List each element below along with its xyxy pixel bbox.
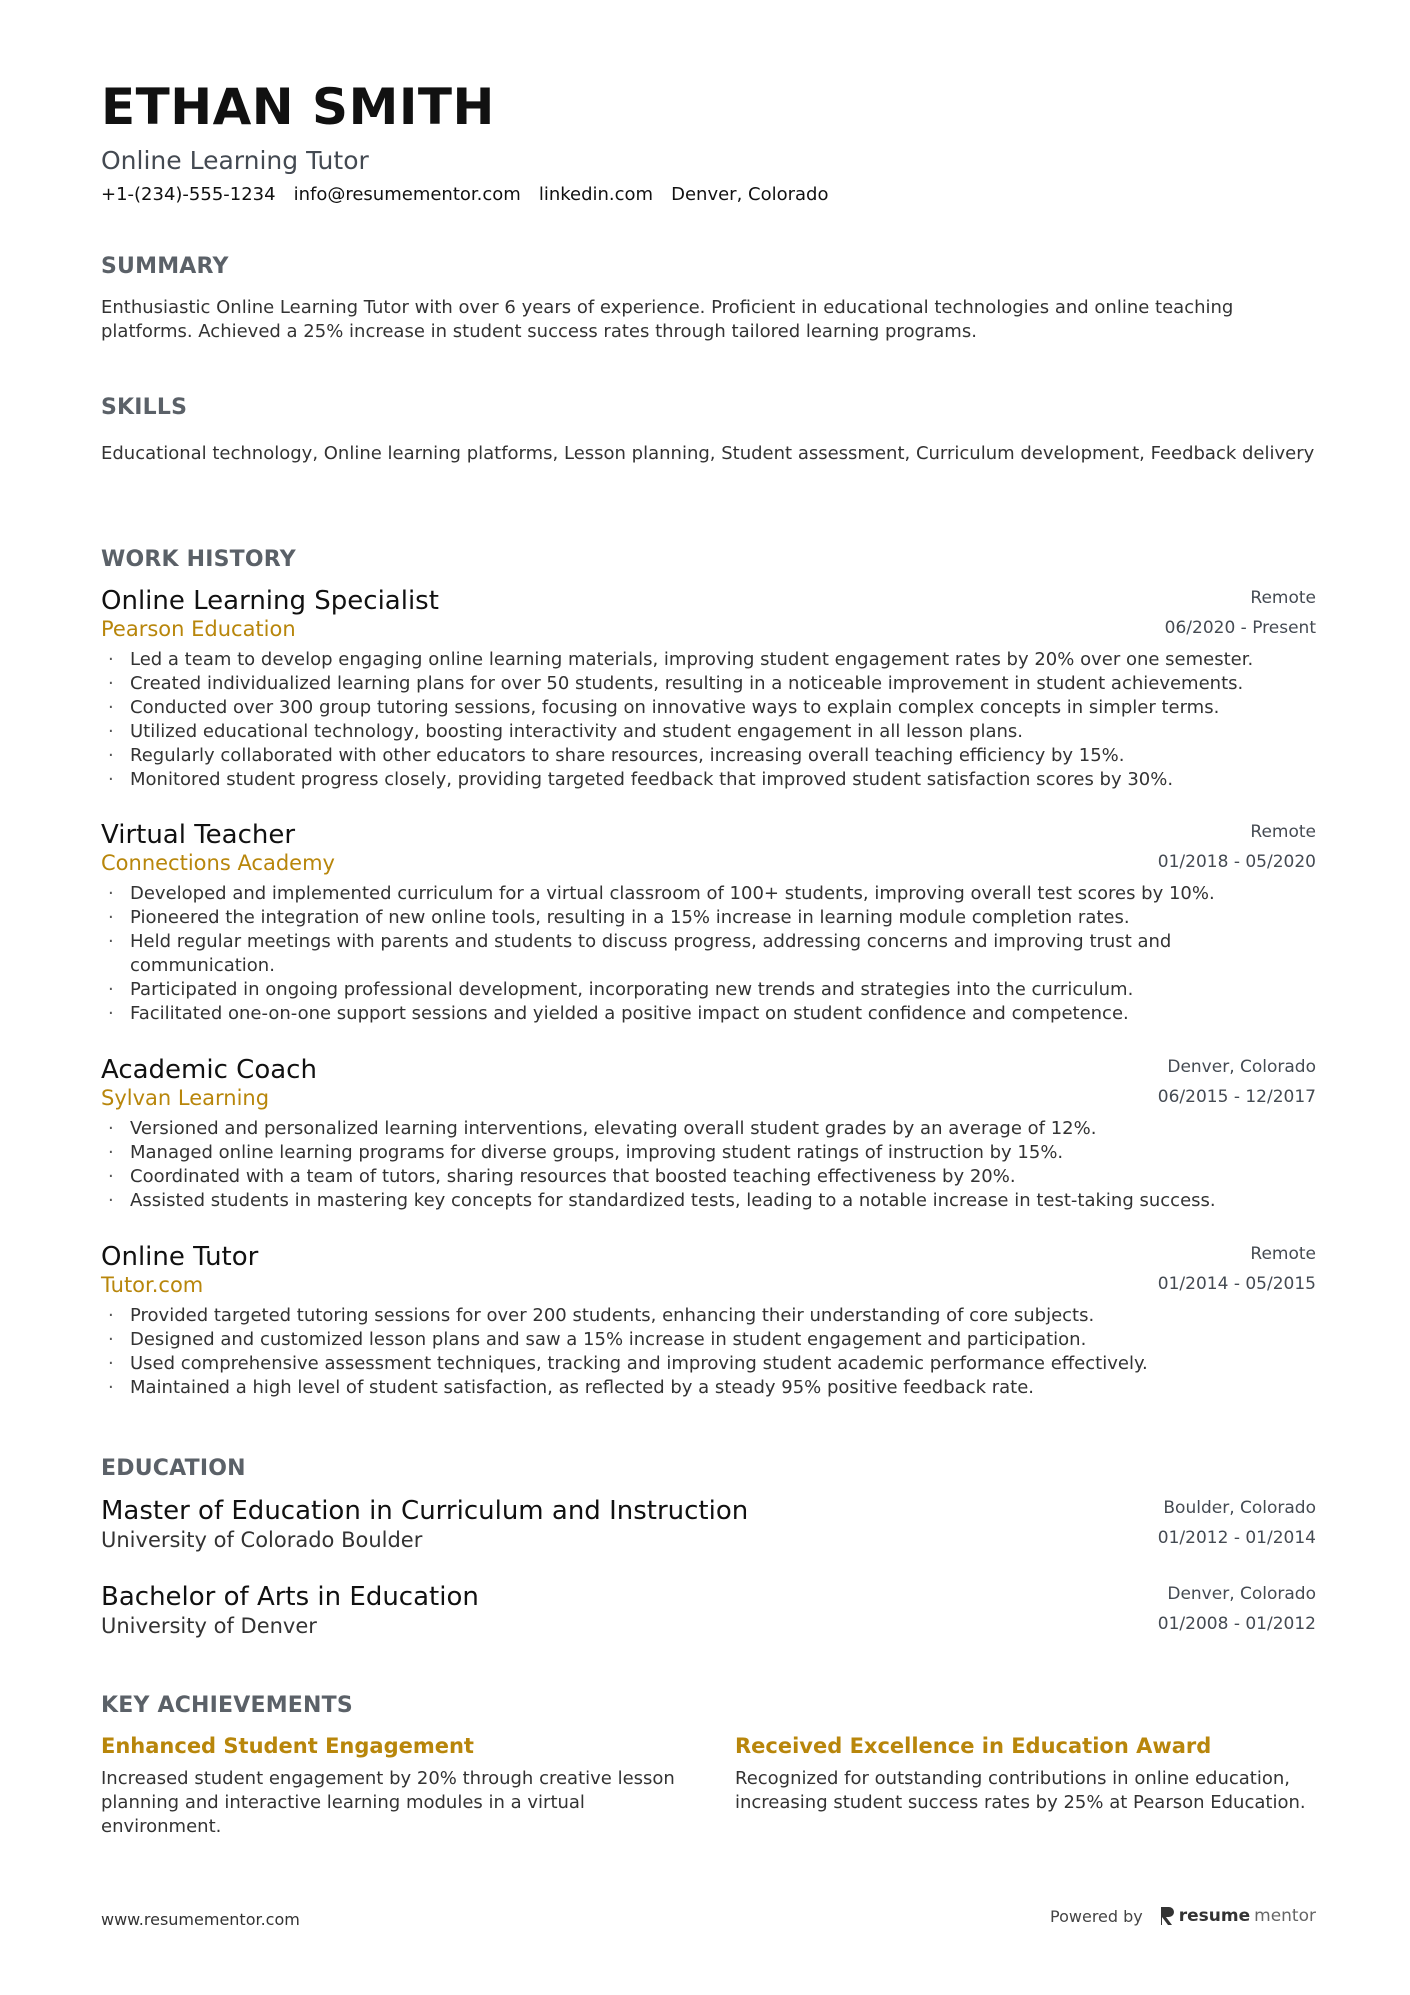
job-dates: 01/2018 - 05/2020: [1157, 852, 1316, 872]
job-bullet: · Utilized educational technology, boosting interactivity and student engagement in all lesson plans.: [101, 720, 1316, 744]
job-position: Online Learning Specialist: [101, 586, 439, 616]
resumementor-logo[interactable]: [1159, 1906, 1316, 1926]
key-achievements-heading: KEY ACHIEVEMENTS: [101, 1693, 353, 1718]
job-title-headline: Online Learning Tutor: [101, 146, 369, 175]
job-bullet: · Maintained a high level of student satisfaction, as reflected by a steady 95% positive feedback rate.: [101, 1376, 1316, 1400]
job-bullet: · Managed online learning programs for diverse groups, improving student ratings of instruction by 15%.: [101, 1141, 1316, 1165]
job-bullet: · Pioneered the integration of new online tools, resulting in a 15% increase in learning module completion rates.: [101, 906, 1316, 930]
achievement-card: [735, 1734, 1315, 1815]
logo-text-light: mentor: [1254, 1906, 1316, 1926]
job-bullet: · Coordinated with a team of tutors, sharing resources that boosted teaching effectiveness by 20%.: [101, 1165, 1316, 1189]
work-history-heading: WORK HISTORY: [101, 547, 296, 572]
job-bullet: · Provided targeted tutoring sessions for over 200 students, enhancing their understanding of core subjects.: [101, 1304, 1316, 1328]
education-location: Denver, Colorado: [1167, 1584, 1316, 1604]
education-heading: EDUCATION: [101, 1456, 246, 1481]
job-dates: 06/2020 - Present: [1164, 618, 1316, 638]
job-bullets: [101, 1304, 1316, 1400]
achievement-description: Increased student engagement by 20% through creative lesson planning and interactive learning modules in a virtual environment.: [101, 1768, 675, 1837]
job-bullet: · Used comprehensive assessment techniques, tracking and improving student academic performance effectively.: [101, 1352, 1316, 1376]
achievement-title: Received Excellence in Education Award: [735, 1734, 1212, 1758]
education-location: Boulder, Colorado: [1163, 1498, 1316, 1518]
achievement-title: Enhanced Student Engagement: [101, 1734, 474, 1758]
education-school: University of Denver: [101, 1614, 317, 1638]
contact-location: Denver, Colorado: [671, 184, 829, 205]
contact-phone: +1-(234)-555-1234: [101, 184, 276, 205]
job-bullet: · Monitored student progress closely, providing targeted feedback that improved student satisfaction scores by 30%.: [101, 768, 1316, 792]
powered-by-label: Powered by: [1050, 1906, 1143, 1926]
job-bullets: [101, 648, 1316, 792]
achievement-description: Recognized for outstanding contributions in online education, increasing student success rates by 25% at Pearson Education.: [735, 1768, 1306, 1813]
job-bullet: · Facilitated one-on-one support sessions and yielded a positive impact on student confidence and competence.: [101, 1002, 1316, 1026]
job-company: Tutor.com: [101, 1273, 204, 1297]
job-position: Virtual Teacher: [101, 820, 296, 850]
job-bullet: · Held regular meetings with parents and students to discuss progress, addressing concerns and improving trust and communication.: [101, 930, 1316, 978]
job-location: Remote: [1250, 1244, 1316, 1264]
achievement-card: [101, 1734, 681, 1839]
job-position: Online Tutor: [101, 1242, 259, 1272]
education-degree: Master of Education in Curriculum and Instruction: [101, 1496, 749, 1526]
job-bullet: · Developed and implemented curriculum for a virtual classroom of 100+ students, improving overall test scores by 10%.: [101, 882, 1316, 906]
education-degree: Bachelor of Arts in Education: [101, 1582, 479, 1612]
contact-linkedin: linkedin.com: [538, 184, 654, 205]
job-position: Academic Coach: [101, 1055, 317, 1085]
job-company: Sylvan Learning: [101, 1086, 270, 1110]
job-bullet: · Led a team to develop engaging online learning materials, improving student engagement rates by 20% over one semester.: [101, 648, 1316, 672]
logo-text-bold: resume: [1178, 1906, 1251, 1926]
job-dates: 01/2014 - 05/2015: [1157, 1274, 1316, 1294]
job-bullet: · Designed and customized lesson plans and saw a 15% increase in student engagement and participation.: [101, 1328, 1316, 1352]
footer-website-link[interactable]: www.resumementor.com: [101, 1910, 300, 1929]
job-bullets: [101, 1117, 1316, 1213]
footer-branding: [1050, 1906, 1316, 1926]
job-bullet: · Versioned and personalized learning interventions, elevating overall student grades by an average of 12%.: [101, 1117, 1316, 1141]
summary-heading: SUMMARY: [101, 254, 229, 279]
summary-text: Enthusiastic Online Learning Tutor with over 6 years of experience. Proficient in educational technologies and online teaching platforms. Achieved a 25% increase in student success rates through tailored learning programs.: [101, 297, 1234, 342]
job-bullet: · Participated in ongoing professional development, incorporating new trends and strategies into the curriculum.: [101, 978, 1316, 1002]
candidate-name: ETHAN SMITH: [101, 78, 495, 136]
job-bullet: · Conducted over 300 group tutoring sessions, focusing on innovative ways to explain complex concepts in simpler terms.: [101, 696, 1316, 720]
job-dates: 06/2015 - 12/2017: [1157, 1087, 1316, 1107]
job-bullets: [101, 882, 1316, 1026]
contact-line: [101, 184, 829, 205]
contact-email: info@resumementor.com: [293, 184, 521, 205]
job-bullet: · Assisted students in mastering key concepts for standardized tests, leading to a notable increase in test-taking success.: [101, 1189, 1316, 1213]
job-company: Connections Academy: [101, 851, 335, 875]
skills-text: Educational technology, Online learning platforms, Lesson planning, Student assessment, Curriculum development, Feedback delivery: [101, 443, 1315, 464]
job-location: Remote: [1250, 588, 1316, 608]
job-bullet: · Created individualized learning plans for over 50 students, resulting in a noticeable improvement in student achievements.: [101, 672, 1316, 696]
job-bullet: · Regularly collaborated with other educators to share resources, increasing overall teaching efficiency by 15%.: [101, 744, 1316, 768]
job-company: Pearson Education: [101, 617, 296, 641]
resumementor-logo-icon: [1159, 1906, 1175, 1926]
job-location: Denver, Colorado: [1167, 1057, 1316, 1077]
education-school: University of Colorado Boulder: [101, 1528, 423, 1552]
skills-heading: SKILLS: [101, 395, 188, 420]
job-location: Remote: [1250, 822, 1316, 842]
education-dates: 01/2012 - 01/2014: [1157, 1528, 1316, 1548]
education-dates: 01/2008 - 01/2012: [1157, 1614, 1316, 1634]
